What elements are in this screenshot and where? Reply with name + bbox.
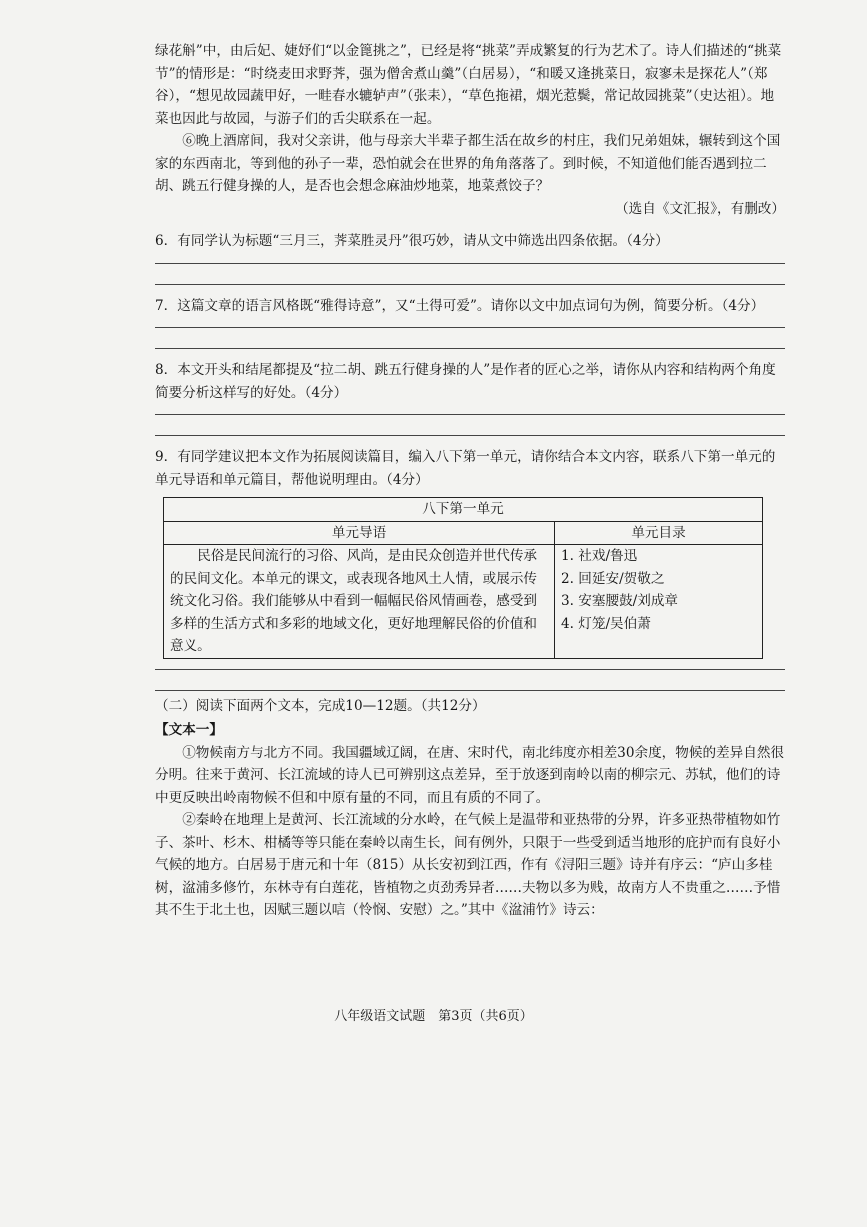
answer-line[interactable] [155,414,785,415]
answer-line[interactable] [155,435,785,436]
unit-table [163,497,763,659]
passage-paragraph-5-tail: 绿花斛”中，由后妃、婕妤们“以金篦挑之”，已经是将“挑菜”弄成繁复的行为艺术了。诗人们描述的“挑菜节”的情形是：“时绕麦田求野荠，强为僧舍煮山羹”（白居易），“和暖又逢挑菜日，寂寥未是探花人”（郑谷），“想见故园蔬甲好，一畦春水辘轳声”（张耒），“草色拖裙，烟光惹鬓，常记故园挑菜”（史达祖）。地菜也因此与故园，与游子们的舌尖联系在一起。 [155,43,782,127]
question-9-text: 9．有同学建议把本文作为拓展阅读篇目，编入八下第一单元，请你结合本文内容，联系八下第一单元的单元导语和单元篇目，帮他说明理由。（4分） [155,449,776,488]
toc-item: 4. 灯笼/吴伯萧 [561,615,651,632]
question-8 [155,359,785,436]
unit-toc-header: 单元目录 [555,521,763,545]
answer-line[interactable] [155,284,785,285]
text1-header: 【文本一】 [155,722,223,738]
unit-intro-text: 民俗是民间流行的习俗、风尚，是由民众创造并世代传承的民间文化。本单元的课文，或表现各地风土人情，或展示传统文化习俗。我们能够从中看到一幅幅民俗风情画卷，感受到多样的生活方式和多彩的地域文化，更好地理解民俗的价值和意义。 [164,545,555,659]
passage-paragraph-6: ⑥晚上酒席间，我对父亲讲，他与母亲大半辈子都生活在故乡的村庄，我们兄弟姐妹，辗转到这个国家的东西南北，等到他的孙子一辈，恐怕就会在世界的角角落落了。到时候，不知道他们能否遇到拉二胡、跳五行健身操的人，是否也会想念麻油炒地菜，地菜煮饺子？ [155,133,781,194]
toc-item: 1. 社戏/鲁迅 [561,548,638,564]
answer-line[interactable] [155,263,785,264]
page-content [155,40,785,922]
toc-item: 2. 回延安/贺敬之 [561,570,665,587]
unit-toc-list [555,545,763,659]
section-2-intro: （二）阅读下面两个文本，完成10—12题。（共12分） [155,697,486,714]
answer-line[interactable] [155,327,785,328]
question-7 [155,295,785,350]
answer-line[interactable] [155,348,785,349]
answer-line[interactable] [155,669,785,670]
question-6-text: 6．有同学认为标题“三月三，荠菜胜灵丹”很巧妙，请从文中筛选出四条依据。（4分） [155,233,669,249]
unit-table-title: 八下第一单元 [164,498,763,522]
unit-intro-header: 单元导语 [164,521,555,545]
text1-paragraph-2: ②秦岭在地理上是黄河、长江流域的分水岭，在气候上是温带和亚热带的分界，许多亚热带植物如竹子、茶叶、杉木、柑橘等等只能在秦岭以南生长，间有例外，只限于一些受到适当地形的庇护而有良好小气候的地方。白居易于唐元和十年（815）从长安初到江西，作有《浔阳三题》诗并有序云：“庐山多桂树，湓浦多修竹，东林寺有白莲花，皆植物之贞劲秀异者……夫物以多为贱，故南方人不贵重之……予惜其不生于北土也，因赋三题以唁（怜悯、安慰）之。”其中《湓浦竹》诗云： [155,812,781,918]
page-footer: 八年级语文试题 第3页（共6页） [334,1009,533,1024]
question-8-text: 8．本文开头和结尾都提及“拉二胡、跳五行健身操的人”是作者的匠心之举，请你从内容和结构两个角度简要分析这样写的好处。（4分） [155,362,776,401]
source-note: （选自《文汇报》，有删改） [615,200,785,217]
text1-paragraph-1: ①物候南方与北方不同。我国疆域辽阔，在唐、宋时代，南北纬度亦相差30余度，物候的差异自然很分明。往来于黄河、长江流域的诗人已可辨别这点差异，至于放逐到南岭以南的柳宗元、苏轼，他们的诗中更反映出岭南物候不但和中原有量的不同，而且有质的不同了。 [155,744,785,806]
toc-item: 3. 安塞腰鼓/刘成章 [561,593,679,609]
answer-line[interactable] [155,690,785,691]
question-7-text: 7．这篇文章的语言风格既“雅得诗意”，又“土得可爱”。请你以文中加点词句为例，简要分析。（4分） [155,297,765,314]
question-9 [155,446,785,691]
question-6 [155,230,785,285]
